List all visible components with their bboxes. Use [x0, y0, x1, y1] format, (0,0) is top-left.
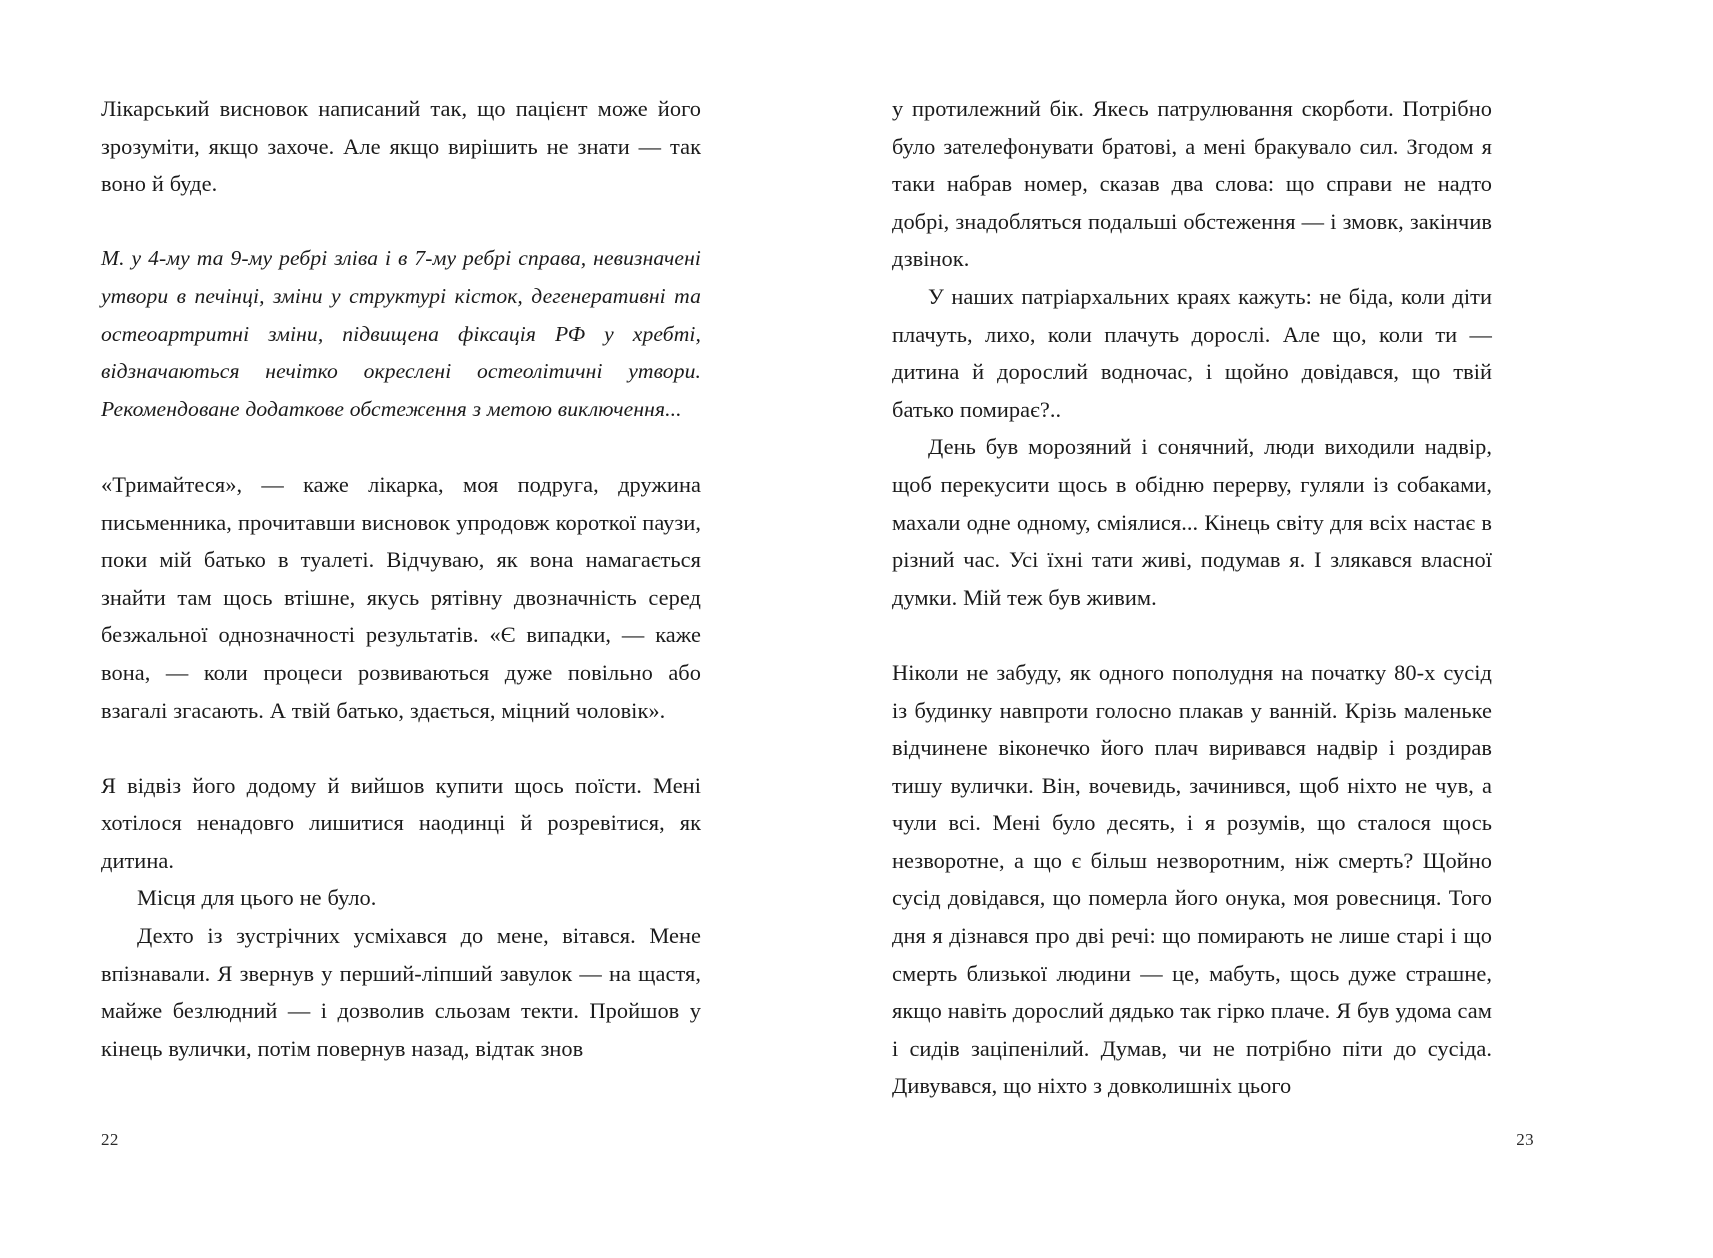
- paragraph: День був морозяний і сонячний, люди виходили надвір, щоб перекусити щось в обідню перерву, гуляли із собаками, махали одне одному, сміялися... Кінець світу для всіх настає в різний час. Усі їхні тати живі, подумав я. І злякався власної думки. Мій теж був живим.: [892, 434, 1492, 610]
- page-right: [856, 0, 1712, 1258]
- page-left: [0, 0, 856, 1258]
- paragraph: «Тримайтеся», — каже лікарка, моя подруга, дружина письменника, прочитавши висновок упродовж короткої паузи, поки мій батько в туалеті. Відчуваю, як вона намагається знайти там щось втішне, якусь рятівну двозначність серед безжальної однозначності результатів. «Є випадки, — каже вона, — коли процеси розвиваються дуже повільно або взагалі згасають. А твій батько, здається, міцний чоловік».: [101, 471, 701, 723]
- paragraph: Лікарський висновок написаний так, що пацієнт може його зрозуміти, якщо захоче. Але якщо вирішить не знати — так воно й буде.: [101, 96, 701, 197]
- paragraph: Я відвіз його додому й вийшов купити щось поїсти. Мені хотілося ненадовго лишитися наодинці й розревітися, як дитина.: [101, 772, 701, 873]
- text-column-right: [892, 90, 1492, 1105]
- paragraph: у протилежний бік. Якесь патрулювання скорботи. Потрібно було зателефонувати братові, а мені бракувало сил. Згодом я таки набрав номер, сказав два слова: що справи не надто добрі, знадобляться подальші обстеження — і змовк, закінчив дзвінок.: [892, 96, 1492, 272]
- page-number-left: 22: [101, 1130, 119, 1149]
- paragraph: У наших патріархальних краях кажуть: не біда, коли діти плачуть, лихо, коли плачуть дорослі. Але що, коли ти — дитина й дорослий водночас, і щойно довідався, що твій батько помирає?..: [892, 283, 1492, 422]
- paragraph-medical-report: М. у 4-му та 9-му ребрі зліва і в 7-му ребрі справа, невизначені утвори в печінці, зміни у структурі кісток, дегенеративні та остеоартритні зміни, підвищена фіксація РФ у хребті, відзначаються нечітко окреслені остеолітичні утвори. Рекомендоване додаткове обстеження з метою виключення...: [101, 246, 701, 421]
- paragraph: Дехто із зустрічних усміхався до мене, вітався. Мене впізнавали. Я звернув у перший-ліпший завулок — на щастя, майже безлюдний — і дозволив сльозам текти. Пройшов у кінець вулички, потім повернув назад, відтак знов: [101, 923, 701, 1061]
- text-column-left: [101, 90, 701, 1067]
- paragraph: Ніколи не забуду, як одного пополудня на початку 80-х сусід із будинку навпроти голосно плакав у ванній. Крізь маленьке відчинене віконечко його плач виривався надвір і роздирав тишу вулички. Він, вочевидь, зачинився, щоб ніхто не чув, а чули всі. Мені було десять, і я розумів, що сталося щось незворотне, а що є більш незворотним, ніж смерть? Щойно сусід довідався, що померла його онука, моя ровесниця. Того дня я дізнався про дві речі: що помирають не лише старі і що смерть близької людини — це, мабуть, щось дуже страшне, якщо навіть дорослий дядько так гірко плаче. Я був удома сам і сидів заціпенілий. Думав, чи не потрібно піти до сусіда. Дивувався, що ніхто з довколишніх цього: [892, 659, 1492, 1099]
- paragraph: Місця для цього не було.: [137, 885, 377, 911]
- page-number-right: 23: [1516, 1130, 1534, 1149]
